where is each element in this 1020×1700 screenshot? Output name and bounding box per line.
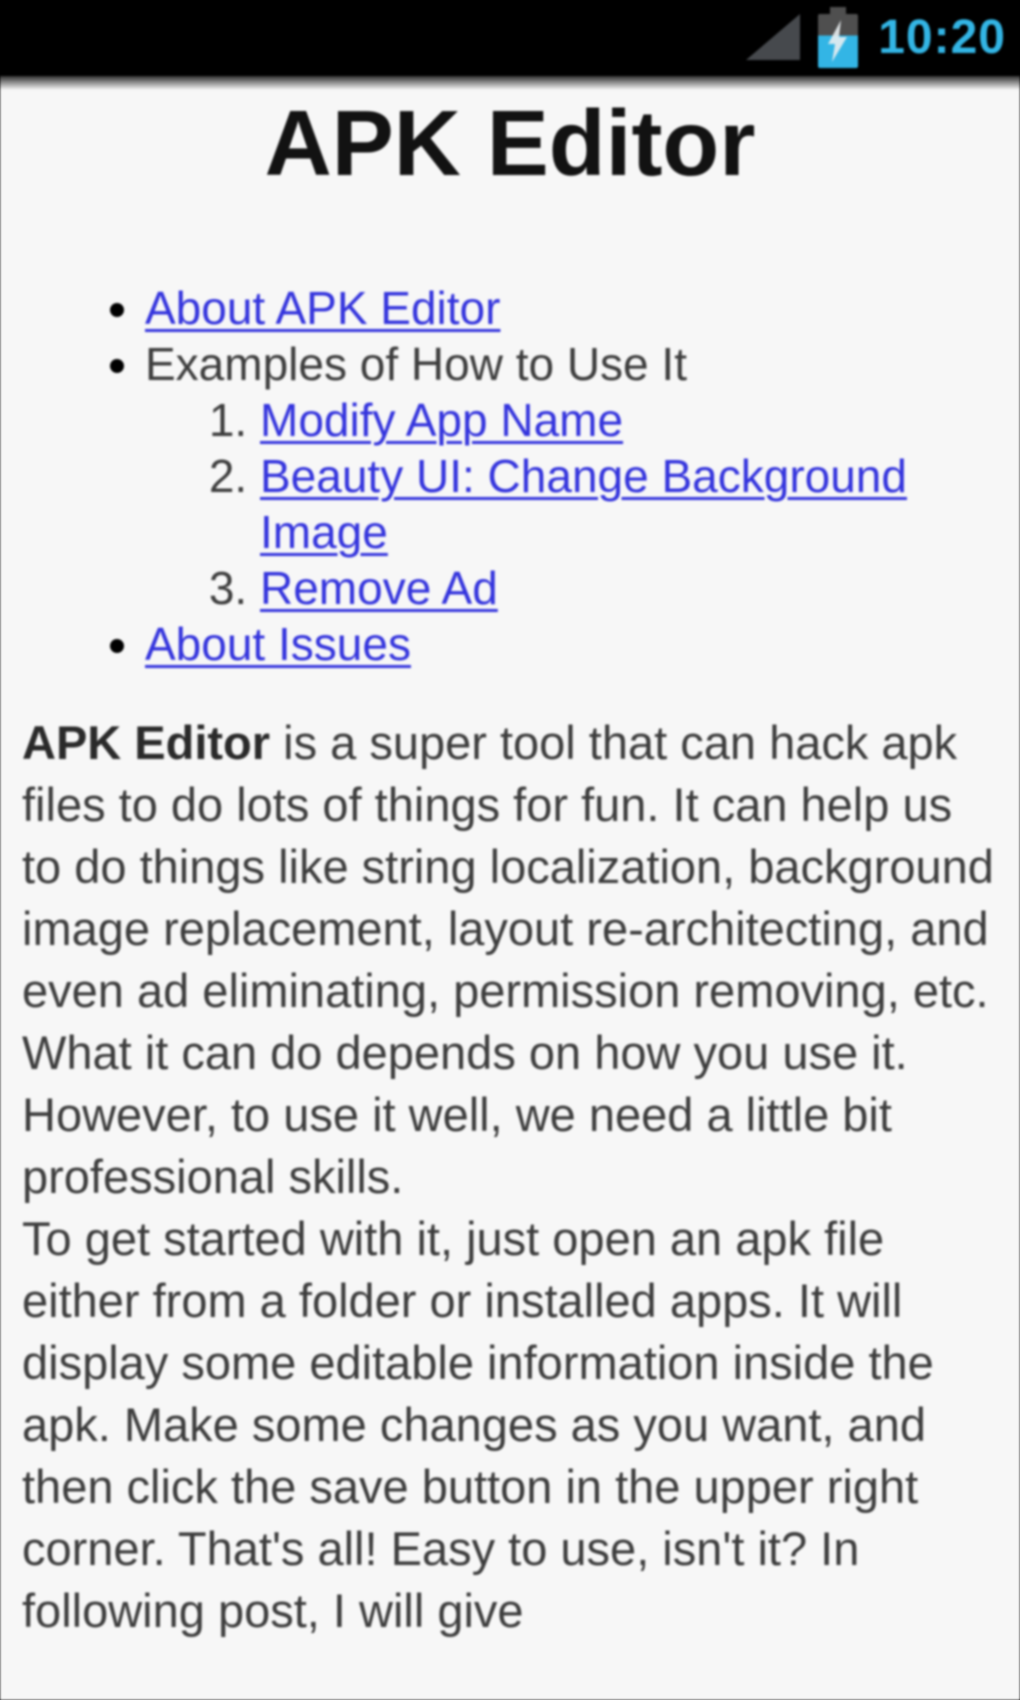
toc-subitem <box>260 392 998 448</box>
link-beauty-ui-change-background-image[interactable]: Beauty UI: Change Background Image <box>260 450 907 559</box>
intro-text-1: is a super tool that can hack apk files to do lots of things for fun. It can help us to do things like string localization, background image replacement, layout re-architecting, and even ad eliminating, permission removing, etc. What it can do depends on how you use it. However, to use it well, we need a little bit professional skills. <box>22 716 994 1204</box>
battery-charging-icon <box>818 14 858 68</box>
link-modify-app-name[interactable]: Modify App Name <box>260 394 624 447</box>
link-about-apk-editor[interactable]: About APK Editor <box>145 282 501 335</box>
signal-strength-icon <box>746 14 800 60</box>
link-about-issues[interactable]: About Issues <box>145 618 411 671</box>
status-clock: 10:20 <box>878 11 1006 64</box>
toc-subitem <box>260 560 998 616</box>
toc-item <box>145 616 998 672</box>
toc-item <box>145 336 998 616</box>
webview-content[interactable] <box>0 92 1020 1642</box>
page-title: APK Editor <box>264 91 756 195</box>
toc-list <box>22 280 998 672</box>
toc-subitem <box>260 448 998 560</box>
intro-lead-bold: APK Editor <box>22 716 271 770</box>
toc-item-label: Examples of How to Use It <box>145 338 687 391</box>
status-bar <box>0 0 1020 76</box>
intro-paragraph <box>22 712 998 1642</box>
intro-text-2: To get started with it, just open an apk file either from a folder or installed apps. It will display some editable information inside the apk. Make some changes as you want, and then click the save button in the upper right corner. That's all! Easy to use, isn't it? In following post, I will give <box>22 1212 934 1638</box>
toc-sublist <box>145 392 998 616</box>
statusbar-shadow <box>0 76 1020 90</box>
toc-item <box>145 280 998 336</box>
link-remove-ad[interactable]: Remove Ad <box>260 562 498 615</box>
charging-bolt-icon <box>818 14 858 68</box>
